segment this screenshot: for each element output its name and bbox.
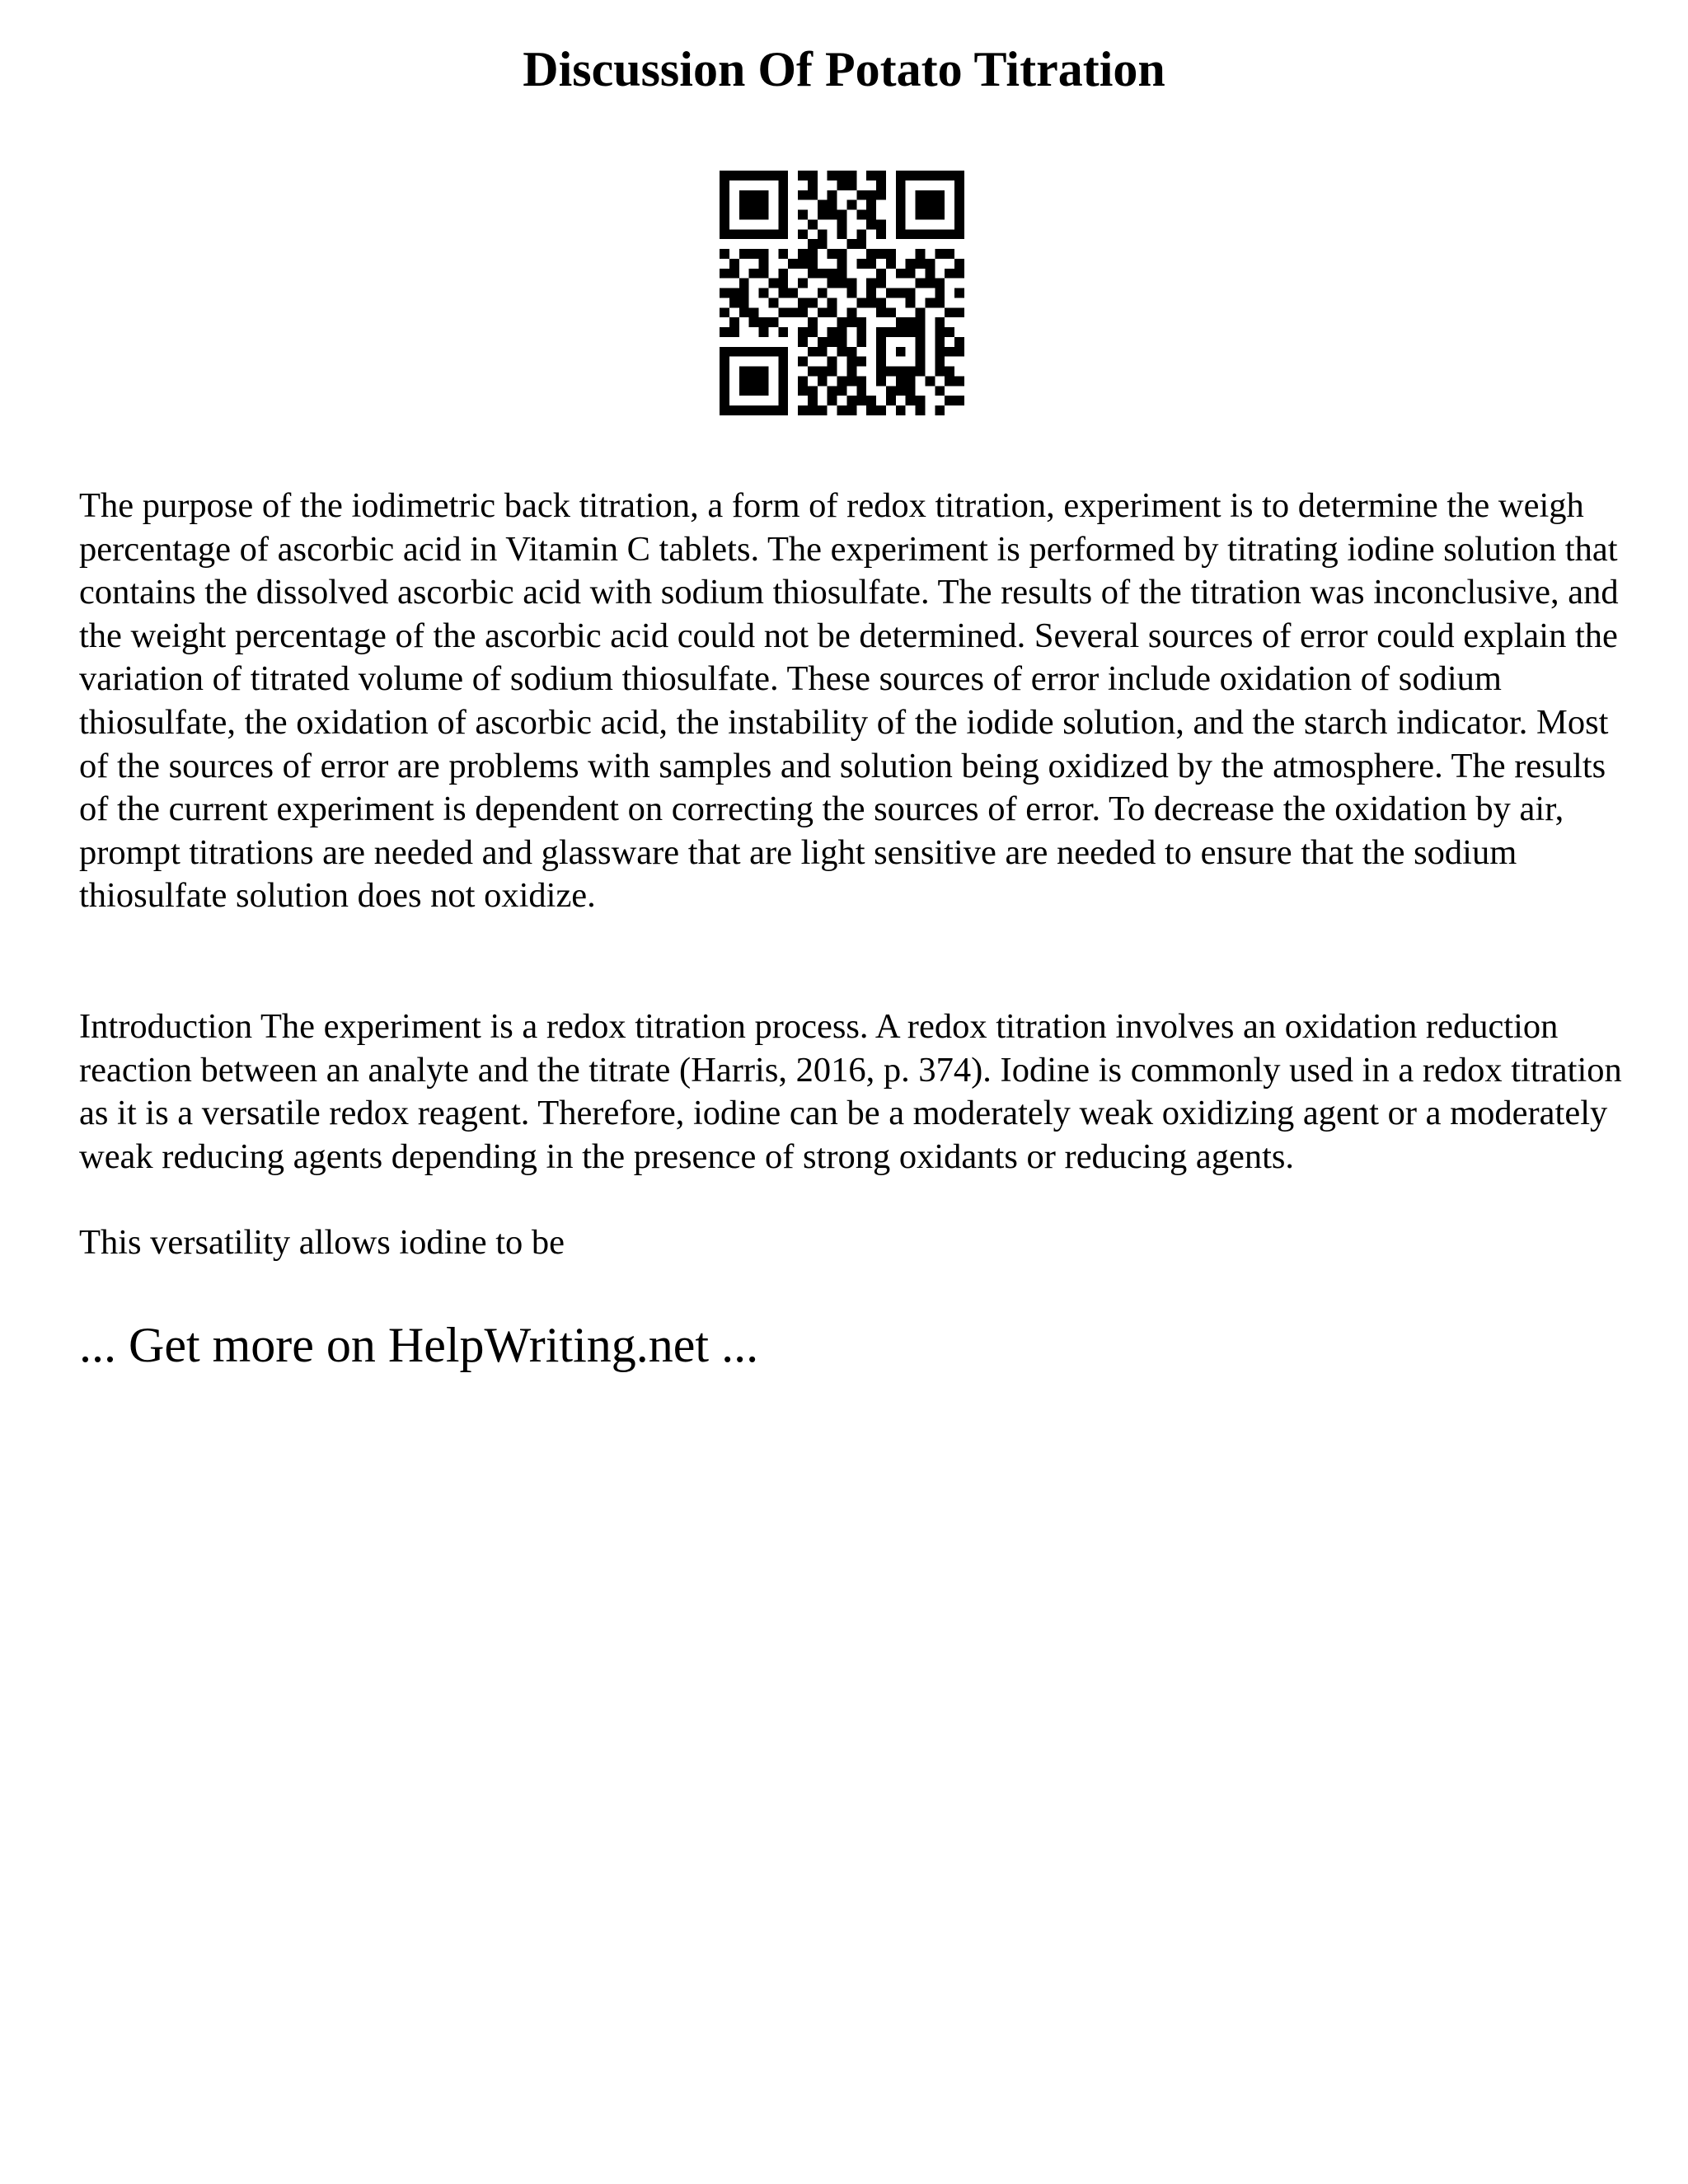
qr-code-icon — [720, 171, 964, 415]
get-more-link[interactable]: ... Get more on HelpWriting.net ... — [79, 1318, 759, 1372]
continuation-paragraph: This versatility allows iodine to be — [79, 1223, 565, 1262]
qr-code — [720, 171, 964, 415]
abstract-paragraph: The purpose of the iodimetric back titration, a form of redox titration, experiment is to determine the weigh percentage of ascorbic acid in Vitamin C tablets. The experiment is performed by titrating iodine solution that contains the dissolved ascorbic acid with sodium thiosulfate. The results of the titration was inconclusive, and the weight percentage of the ascorbic acid could not be determined. Several sources of error could explain the variation of titrated volume of sodium thiosulfate. These sources of error include oxidation of sodium thiosulfate, the oxidation of ascorbic acid, the instability of the iodide solution, and the starch indicator. Most of the sources of error are problems with samples and solution being oxidized by the atmosphere. The results of the current experiment is dependent on correcting the sources of error. To decrease the oxidation by air, prompt titrations are needed and glassware that are light sensitive are needed to ensure that the sodium thiosulfate solution does not oxidize. — [79, 486, 1619, 916]
document-title: Discussion Of Potato Titration — [523, 42, 1165, 96]
introduction-paragraph: Introduction The experiment is a redox titration process. A redox titration involves an oxidation reduction reaction between an analyte and the titrate (Harris, 2016, p. 374). Iodine is commonly used in a redox titration as it is a versatile redox reagent. Therefore, iodine can be a moderately weak oxidizing agent or a moderately weak reducing agents depending in the presence of strong oxidants or reducing agents. — [79, 1007, 1622, 1176]
